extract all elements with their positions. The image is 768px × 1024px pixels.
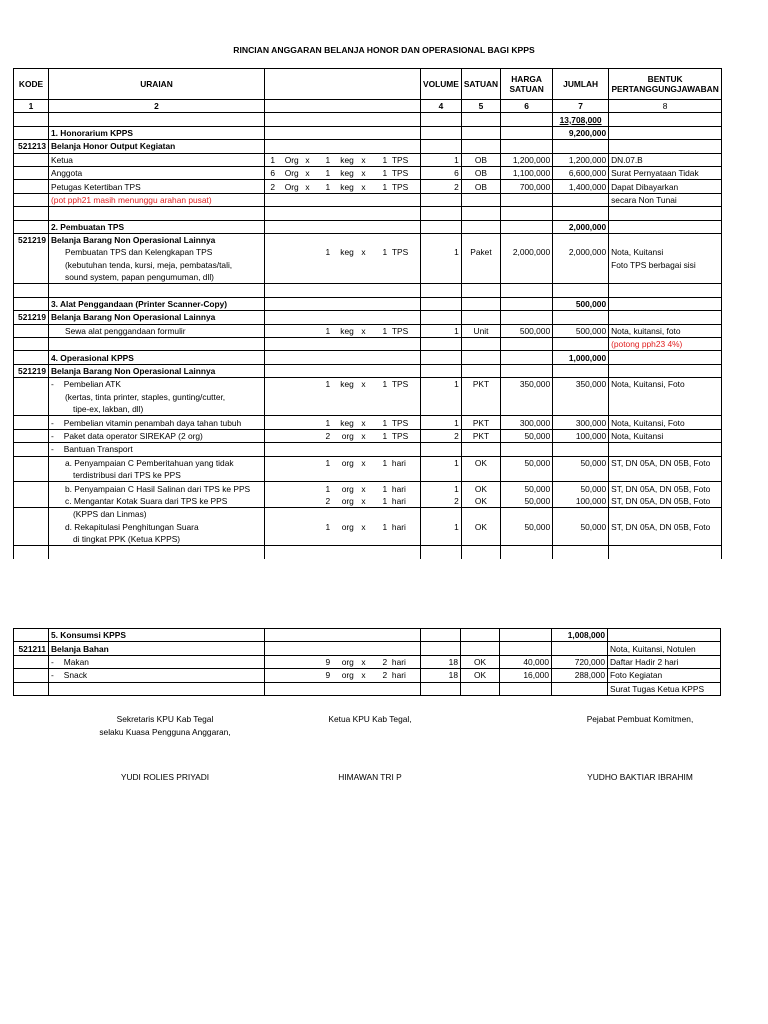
section-4-title: 4. Operasional KPPS 1,000,000 <box>14 351 722 364</box>
budget-table <box>13 68 722 559</box>
table-row: (pot pph21 masih menunggu arahan pusat) secara Non Tunai <box>14 193 722 206</box>
table-row: c. Mengantar Kotak Suara dari TPS ke PPS 2 org x 1 hari 2 OK 50,000 100,000 ST, DN 05A, DN 05B, Foto <box>14 495 722 508</box>
section-1-title: 1. Honorarium KPPS 9,200,000 <box>14 126 722 139</box>
table-row: (KPPS dan Linmas) <box>14 508 722 521</box>
table-row: - Makan 9 org x 2 hari 18 OK 40,000 720,000 Daftar Hadir 2 hari <box>14 655 721 668</box>
table-row: - Bantuan Transport <box>14 443 722 456</box>
table-row: di tingkat PPK (Ketua KPPS) <box>14 533 722 546</box>
table-row: terdistribusi dari TPS ke PPS <box>14 469 722 482</box>
table-row: Surat Tugas Ketua KPPS <box>14 682 721 695</box>
document-title: RINCIAN ANGGARAN BELANJA HONOR DAN OPERASIONAL BAGI KPPS <box>233 45 535 55</box>
header-row <box>14 69 722 100</box>
table-row: Anggota 6 Org x 1 keg x 1 TPS 6 OB 1,100,000 6,600,000 Surat Pernyataan Tidak <box>14 166 722 179</box>
table-row: d. Rekapitulasi Penghitungan Suara 1 org x 1 hari 1 OK 50,000 50,000 ST, DN 05A, DN 05B, Foto <box>14 521 722 533</box>
col-harga: HARGA SATUAN <box>501 69 553 100</box>
signature-sekretaris: Sekretaris KPU Kab Tegal selaku Kuasa Pengguna Anggaran, <box>99 714 231 737</box>
table-row: - Pembelian ATK 1 keg x 1 TPS 1 PKT 350,000 350,000 Nota, Kuitansi, Foto <box>14 378 722 391</box>
table-row: (potong pph23 4%) <box>14 338 722 351</box>
table-row: (kebutuhan tenda, kursi, meja, pembatas/tali, Foto TPS berbagai sisi <box>14 259 722 271</box>
table-row: b. Penyampaian C Hasil Salinan dari TPS ke PPS 1 org x 1 hari 1 OK 50,000 50,000 ST, DN 05A, DN 05B, Foto <box>14 482 722 495</box>
name-sekretaris: YUDI ROLIES PRIYADI <box>120 772 210 782</box>
table-row: Sewa alat penggandaan formulir 1 keg x 1 TPS 1 Unit 500,000 500,000 Nota, kuitansi, foto <box>14 324 722 337</box>
name-ketua: HIMAWAN TRI P <box>338 772 402 782</box>
section-2-account: 521219 Belanja Barang Non Operasional Lainnya <box>14 233 722 246</box>
table-row: sound system, papan pengumuman, dll) <box>14 271 722 284</box>
table-row: - Paket data operator SIREKAP (2 org) 2 org x 1 TPS 2 PKT 50,000 100,000 Nota, Kuitansi <box>14 429 722 442</box>
col-uraian: URAIAN <box>49 69 265 100</box>
grand-total-row <box>14 113 722 126</box>
section-1-account: 521213 Belanja Honor Output Kegiatan <box>14 140 722 153</box>
signature-ketua: Ketua KPU Kab Tegal, <box>328 714 412 724</box>
col-detail <box>265 69 421 100</box>
col-satuan: SATUAN <box>461 69 500 100</box>
section-5-account: 521211 Belanja Bahan Nota, Kuitansi, Notulen <box>14 642 721 655</box>
section-5-title: 5. Konsumsi KPPS 1,008,000 <box>14 629 721 642</box>
table-row: a. Penyampaian C Pemberitahuan yang tidak 1 org x 1 hari 1 OK 50,000 50,000 ST, DN 05A, DN 05B, Foto <box>14 456 722 469</box>
table-row: Pembuatan TPS dan Kelengkapan TPS 1 keg x 1 TPS 1 Paket 2,000,000 2,000,000 Nota, Kuitansi <box>14 246 722 258</box>
col-kode: KODE <box>14 69 49 100</box>
name-ppk: YUDHO BAKTIAR IBRAHIM <box>587 772 693 782</box>
table-row: tipe-ex, lakban, dll) <box>14 403 722 416</box>
table-row: - Snack 9 org x 2 hari 18 OK 16,000 288,000 Foto Kegiatan <box>14 669 721 682</box>
section-3-account: 521219 Belanja Barang Non Operasional Lainnya <box>14 311 722 324</box>
signature-ppk: Pejabat Pembuat Komitmen, <box>586 714 694 724</box>
grand-total: 13,708,000 <box>553 113 609 126</box>
table-row: Ketua 1 Org x 1 keg x 1 TPS 1 OB 1,200,000 1,200,000 DN.07.B <box>14 153 722 166</box>
column-number-row: 1 2 4 5 6 7 8 <box>14 100 722 113</box>
table-row: (kertas, tinta printer, staples, gunting/cutter, <box>14 391 722 403</box>
col-jumlah: JUMLAH <box>553 69 609 100</box>
col-bentuk: BENTUK PERTANGGUNGJAWABAN <box>609 69 722 100</box>
table-row: - Pembelian vitamin penambah daya tahan tubuh 1 keg x 1 TPS 1 PKT 300,000 300,000 Nota, Kuitansi, Foto <box>14 416 722 429</box>
section-2-title: 2. Pembuatan TPS 2,000,000 <box>14 220 722 233</box>
section-4-account: 521219 Belanja Barang Non Operasional Lainnya <box>14 364 722 377</box>
table-row: Petugas Ketertiban TPS 2 Org x 1 keg x 1 TPS 2 OB 700,000 1,400,000 Dapat Dibayarkan <box>14 180 722 193</box>
section-3-title: 3. Alat Penggandaan (Printer Scanner-Copy) 500,000 <box>14 297 722 310</box>
col-volume: VOLUME <box>421 69 462 100</box>
consumption-table <box>13 628 721 696</box>
